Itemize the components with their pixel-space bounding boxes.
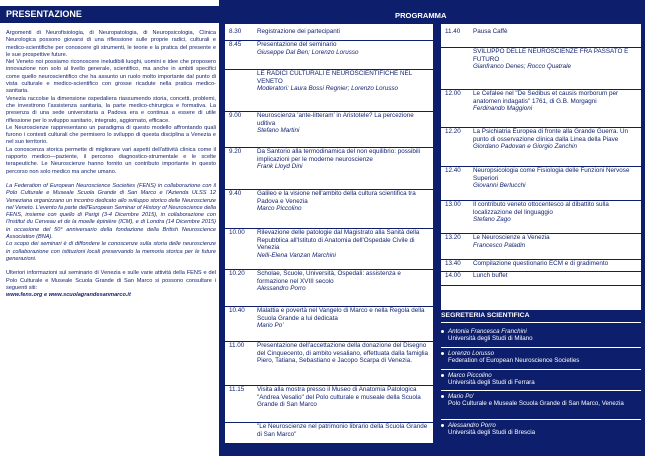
member-name: Mario Po' [448, 393, 474, 400]
veneto-paragraph: Nel Veneto noi possiamo riconoscere ineludibili luoghi, uomini e idee che proposero innovazione non solo al livello generale, scientifico, ma anche in ambiti specifici come quello neuroscientifico che ha assunto un ruolo molto importante dal punto di vista culturale e medico-scientifico con grosse ricadute nella pratica medico-sanitaria. [6, 59, 216, 95]
program-time: 9.40 [229, 190, 242, 197]
program-time: 11.00 [229, 342, 245, 349]
websites-link[interactable]: www.fens.org e www.scuolagrandesanmarco.it [6, 292, 131, 299]
secretariat-member [448, 393, 624, 408]
program-talk-title: Rilevazione delle patologie dal Magistrato alla Sanità della Repubblica all'Istituto di Anatomia dell'Ospedale Civile di Venezia [257, 229, 420, 251]
program-speaker: Frank Lloyd Dini [257, 163, 303, 170]
program-column-2 [441, 24, 641, 310]
program-talk-title: Presentazione del seminario [257, 41, 337, 48]
scope-paragraph: Lo scopo dei seminari è di diffondere le conoscenze sulla storia delle neuroscienze in collaborazione con istituzioni locali preservando la memoria storica per le future generazioni. [6, 241, 216, 262]
program-talk [257, 386, 430, 409]
program-time: 10.40 [229, 307, 245, 314]
program-talk [257, 190, 430, 213]
program-time: 13.40 [445, 260, 461, 267]
program-item [225, 342, 433, 386]
program-time: 10.00 [229, 229, 245, 236]
program-title: PROGRAMMA [395, 11, 447, 20]
program-time: 9.20 [229, 148, 242, 155]
program-time: 12.00 [445, 90, 461, 97]
program-item [225, 423, 433, 444]
program-talk [473, 90, 638, 113]
program-time: 13.00 [445, 201, 461, 208]
program-speaker: Stefano Martini [257, 127, 300, 134]
member-affiliation: Federation of European Neuroscience Societies [448, 357, 580, 365]
info-paragraph: Ulteriori informazioni sul seminario di Venezia e sulle varie attività della FENS e del Polo Culturale e Museale Scuola Grande di San Marco si possono consultare i seguenti siti: [6, 270, 216, 291]
program-speaker: Ferdinando Maggioni [473, 105, 533, 112]
secretariat-divider [441, 369, 641, 370]
member-affiliation: Università degli Studi di Milano [448, 335, 533, 343]
program-speaker: Marco Piccolino [257, 205, 302, 212]
program-talk [473, 260, 638, 268]
program-talk-title: Presentazione dell'accettazione della donazione del Disegno del Cinquecento, di ambito vesaliano, effettuata dalla famiglia Piero, Tatiana, Sebastiano e Jacopo Scarpa di Venezia. [257, 342, 429, 364]
presentation-heading: PRESENTAZIONE [0, 6, 219, 23]
program-time: 8.45 [229, 41, 242, 48]
program-item [441, 201, 641, 234]
program-speaker: Giuseppe Dal Ben; Lorenzo Lorusso [257, 48, 359, 56]
secretariat-divider [441, 347, 641, 348]
secretariat-member [448, 350, 579, 365]
member-affiliation: Polo Culturale e Museale Scuola Grande di San Marco, Venezia [448, 400, 624, 408]
program-talk [473, 201, 638, 224]
program-talk [257, 307, 430, 330]
secretariat-member [448, 422, 535, 437]
program-time: 11.40 [445, 28, 461, 35]
program-talk-title: Le Cefalee nel "De Sedibus et causis morborum per anatomen indagatis" 1761, di G.B. Morgagni [473, 90, 619, 105]
program-speaker: Mario Po' [257, 322, 284, 329]
venezia-paragraph: Venezia raccolse la dimensione ospedaliera riassumendo storia, concetti, problemi, che investirono l'assistenza sanitaria, la parte medico-chirurgica e formativa. La presenza di una sede universitaria a Padova era e continua a essere di utile riflessione per lo sviluppo sanitario, integrato, aggiornato, efficace. [6, 95, 216, 124]
program-item [225, 307, 433, 342]
program-talk-title: "Le Neuroscienze nel patrimonio librario della Scuola Grande di San Marco" [257, 423, 428, 438]
program-talk-title: Malattia e povertà nel Vangelo di Marco e nella Regola della Scuola Grande a lui dedicata [257, 307, 425, 322]
program-time: 10.20 [229, 270, 245, 277]
program-talk-title: Pausa Caffè [473, 28, 508, 35]
program-speaker: Stefano Zago [473, 216, 511, 223]
program-time: 8.30 [229, 28, 242, 35]
bullet-icon [441, 330, 444, 333]
program-talk-title: Da Santorio alla termodinamica del non equilibrio: possibili implicazioni per le moderne neuroscienze [257, 148, 421, 163]
secretariat-title: SEGRETERIA SCIENTIFICA [441, 312, 530, 319]
program-talk [473, 167, 638, 190]
program-speaker: Giovanni Berlucchi [473, 182, 526, 189]
program-item [225, 70, 433, 112]
program-speaker: Nelli-Elena Vanzan Marchini [257, 251, 336, 259]
secretariat-divider [441, 322, 641, 323]
program-talk [473, 48, 638, 71]
program-talk [473, 234, 638, 249]
presentation-panel [0, 0, 219, 456]
program-item [225, 270, 433, 307]
program-item [225, 148, 433, 190]
program-talk [257, 229, 430, 259]
program-time: 13.20 [445, 234, 461, 241]
program-time: 14.00 [445, 272, 461, 279]
program-talk [257, 28, 430, 36]
program-speaker: Gianfranco Denes; Rocco Quatrale [473, 63, 572, 70]
program-speaker: Moderatori: Laura Bossi Regnier; Lorenzo Lorusso [257, 85, 399, 92]
program-talk-title: Scholae, Scuole, Università, Ospedali: assistenza e formazione nel XVIII secolo [257, 270, 401, 285]
presentation-text [6, 30, 216, 299]
program-time: 12.20 [445, 128, 461, 135]
program-item [441, 167, 641, 201]
member-affiliation: Università degli Studi di Ferrara [448, 379, 535, 387]
member-name: Marco Piccolino [448, 372, 492, 379]
history-paragraph: La conoscenza storica permette di migliorare vari aspetti dell'attività clinica come il rapporto medico—paziente, il percorso diagnostico-strumentale e le scelte terapeutiche. Le Neuroscienze hanno fornito un contributo importante in questo percorso non solo medico ma anche umano. [6, 146, 216, 175]
secretariat-divider [441, 419, 641, 420]
program-time: 11.15 [229, 386, 245, 393]
program-talk [473, 272, 638, 280]
program-talk [473, 128, 638, 151]
program-speaker: Giordano Padovan e Giorgio Zanchin [473, 143, 577, 150]
program-talk-title: Registrazione dei partecipanti [257, 28, 340, 35]
program-item [225, 41, 433, 70]
program-item [225, 229, 433, 270]
member-name: Lorenzo Lorusso [448, 350, 495, 357]
program-talk [257, 70, 430, 93]
program-item [225, 112, 433, 148]
program-item [441, 90, 641, 128]
secretariat-member [448, 372, 535, 387]
program-talk [257, 270, 430, 293]
program-talk [257, 342, 430, 365]
bullet-icon [441, 395, 444, 398]
program-talk [257, 423, 430, 438]
program-column-1 [225, 24, 433, 444]
neuroscience-paragraph: Le Neuroscienze rappresentano un paradigma di questo modello affrontando quali furono i contesti culturali che permisero lo sviluppo di questa disciplina a Venezia e nel suo territorio. [6, 124, 216, 146]
intro-paragraph: Argomenti di Neurofisiologia, di Neuropatologia, di Neuropsicologia, Clinica Neurologica possono giovarsi di una riflessione sulle proprie radici, culturali e medico-scientifiche per conoscere gli strumenti, le teorie e la pratica del presente e le sue prospettive future. [6, 30, 216, 58]
program-item [441, 260, 641, 272]
program-talk-title: SVILUPPO DELLE NEUROSCIENZE FRA PASSATO E FUTURO [473, 48, 629, 63]
program-talk-title: Lunch buffet [473, 272, 508, 279]
program-talk [257, 41, 430, 56]
program-talk-title: Galileo e la visione nell'ambito della cultura scientifica tra Padova e Venezia [257, 190, 416, 205]
member-name: Antonia Francesca Franchini [448, 328, 527, 335]
program-talk [473, 28, 638, 36]
program-talk [257, 112, 430, 135]
program-talk-title: Neuroscienza 'ante-litteram' in Aristotele? La percezione uditiva [257, 112, 414, 127]
program-time: 9.00 [229, 112, 242, 119]
federation-paragraph: La Federation of European Neuroscience Societies (FENS) in collaborazione con il Polo Culturale e Museale Scuola Grande di San Marco e l'Azienda ULSS 12 Veneziana organizzano un incontro dedicato allo sviluppo storico delle Neuroscienze nel Veneto. L'evento fa parte dell'European Seminar of History of Neuroscience della FENS, insieme con quello di Parigi (3-4 Dicembre 2015), in collaborazione con l'Institut du Cerveau et de la moelle épinière (ICM), e di Londra (14 Dicembre 2015) in occasione del 50° anniversario della fondazione della British Neuroscience Association (BNA). [6, 182, 216, 241]
bullet-icon [441, 374, 444, 377]
program-item [441, 28, 641, 48]
program-item [225, 386, 433, 423]
secretariat-divider [441, 390, 641, 391]
program-talk-title: Il contributo veneto ottocentesco al dibattito sulla localizzazione del linguaggio [473, 201, 609, 216]
program-talk-title: Le Neuroscienze a Venezia [473, 234, 550, 241]
bullet-icon [441, 352, 444, 355]
bullet-icon [441, 424, 444, 427]
program-item [225, 190, 433, 229]
program-item [441, 48, 641, 90]
program-item [441, 272, 641, 286]
program-talk-title: LE RADICI CULTURALI E NEUROSCIENTIFICHE NEL VENETO [257, 70, 412, 85]
program-item [225, 28, 433, 41]
program-talk-title: Compilazione questionario ECM e di gradimento [473, 260, 609, 267]
member-affiliation: Università degli Studi di Brescia [448, 429, 536, 437]
program-item [441, 128, 641, 167]
program-talk-title: La Psichiatria Europea di fronte alla Grande Guerra. Un punto di osservazione clinica dalla Linea della Piave [473, 128, 629, 143]
program-talk-title: Visita alla mostra presso il Museo di Anatomia Patologica "Andrea Vesalio" del Polo culturale e museale della Scuola Grande di San Marco [257, 386, 421, 408]
program-talk [257, 148, 430, 171]
program-speaker: Alessandro Porro [257, 285, 306, 292]
secretariat-member [448, 328, 533, 343]
program-talk-title: Neuropsicologia come Fisiologia delle Funzioni Nervose Superiori [473, 167, 630, 182]
program-speaker: Francesco Paladin [473, 241, 526, 249]
program-item [441, 234, 641, 260]
member-name: Alessandro Porro [448, 422, 496, 429]
program-time: 12.40 [445, 167, 461, 174]
